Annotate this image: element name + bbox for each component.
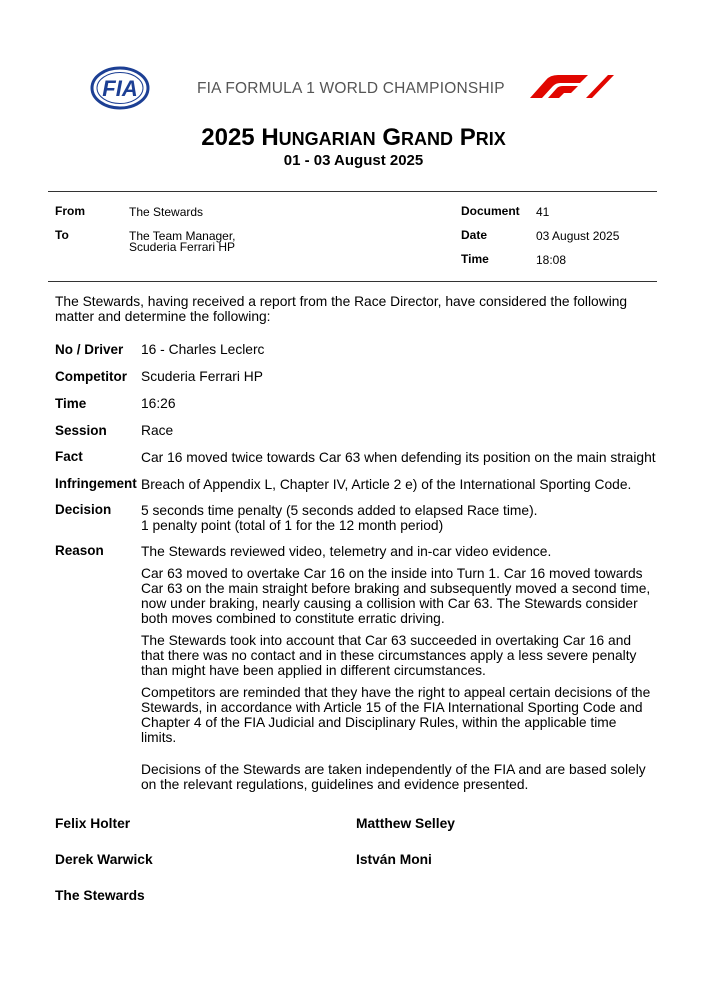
to-value-line2: Scuderia Ferrari HP [129, 240, 236, 254]
document-label: Document [461, 204, 520, 218]
infringement-value: Breach of Appendix L, Chapter IV, Article 2 e) of the International Sporting Code. [141, 477, 632, 492]
document-value: 41 [536, 205, 550, 219]
fact-value: Car 16 moved twice towards Car 63 when defending its position on the main straight [141, 450, 656, 465]
date-label: Date [461, 228, 488, 242]
top-divider [48, 191, 657, 192]
championship-name: FIA FORMULA 1 WORLD CHAMPIONSHIP [197, 80, 505, 97]
reason-paragraph: Car 63 moved to overtake Car 16 on the inside into Turn 1. Car 16 moved towards Car 63 on the main straight before braking and subsequently moved a second time, now under braking, nearly causing a collision with Car 63. The Stewards consider both moves combined to constitute erratic driving. [141, 566, 651, 626]
from-value: The Stewards [129, 205, 204, 219]
competitor-label: Competitor [55, 369, 127, 384]
to-value-line1: The Team Manager, [129, 229, 236, 243]
infringement-label: Infringement [55, 476, 137, 491]
event-dates: 01 - 03 August 2025 [283, 152, 424, 169]
bottom-divider [48, 281, 657, 282]
steward-name: Derek Warwick [55, 852, 153, 867]
steward-name: Felix Holter [55, 816, 131, 831]
event-title [0, 124, 707, 152]
from-label: From [55, 204, 85, 218]
fact-label: Fact [55, 449, 83, 464]
title-year: 2025 [201, 124, 255, 151]
reason-paragraph: The Stewards took into account that Car 63 succeeded in overtaking Car 16 and that there was no contact and in these circumstances apply a less severe penalty than might have been applied in different circumstances. [141, 633, 637, 678]
reason-label: Reason [55, 543, 104, 558]
session-value: Race [141, 423, 174, 438]
reason-paragraph: Competitors are reminded that they have the right to appeal certain decisions of the Stewards, in accordance with Article 15 of the FIA International Sporting Code and Chapter 4 of the FIA Judicial and Disciplinary Rules, within the applicable time limits. [141, 685, 651, 745]
competitor-value: Scuderia Ferrari HP [141, 369, 263, 384]
f1-logo [528, 74, 614, 98]
title-word-2: GRAND [382, 124, 454, 151]
time-label: Time [461, 252, 489, 266]
title-word-3: PRIX [459, 124, 506, 151]
decision-label: Decision [55, 502, 112, 517]
driver-label: No / Driver [55, 342, 124, 357]
steward-name: István Moni [356, 852, 432, 867]
decision-line-1: 5 seconds time penalty (5 seconds added to elapsed Race time). [141, 503, 538, 518]
intro-paragraph: The Stewards, having received a report from the Race Director, have considered the following matter and determine the following: [55, 294, 628, 324]
steward-name: Matthew Selley [356, 816, 455, 831]
to-label: To [55, 228, 69, 242]
reason-body [141, 544, 653, 799]
fia-logo [90, 66, 150, 110]
driver-value: 16 - Charles Leclerc [141, 342, 265, 357]
title-word-1: HUNGARIAN [261, 124, 376, 151]
time-value: 18:08 [536, 253, 567, 267]
date-value: 03 August 2025 [536, 229, 620, 243]
incident-time-label: Time [55, 396, 87, 411]
closing-signature: The Stewards [55, 888, 145, 903]
decision-line-2: 1 penalty point (total of 1 for the 12 month period) [141, 518, 444, 533]
reason-paragraph: The Stewards reviewed video, telemetry and in-car video evidence. [141, 544, 552, 559]
incident-time-value: 16:26 [141, 396, 176, 411]
fia-logo-text: FIA [102, 76, 138, 101]
session-label: Session [55, 423, 107, 438]
reason-paragraph: Decisions of the Stewards are taken independently of the FIA and are based solely on the relevant regulations, guidelines and evidence presented. [141, 762, 646, 792]
